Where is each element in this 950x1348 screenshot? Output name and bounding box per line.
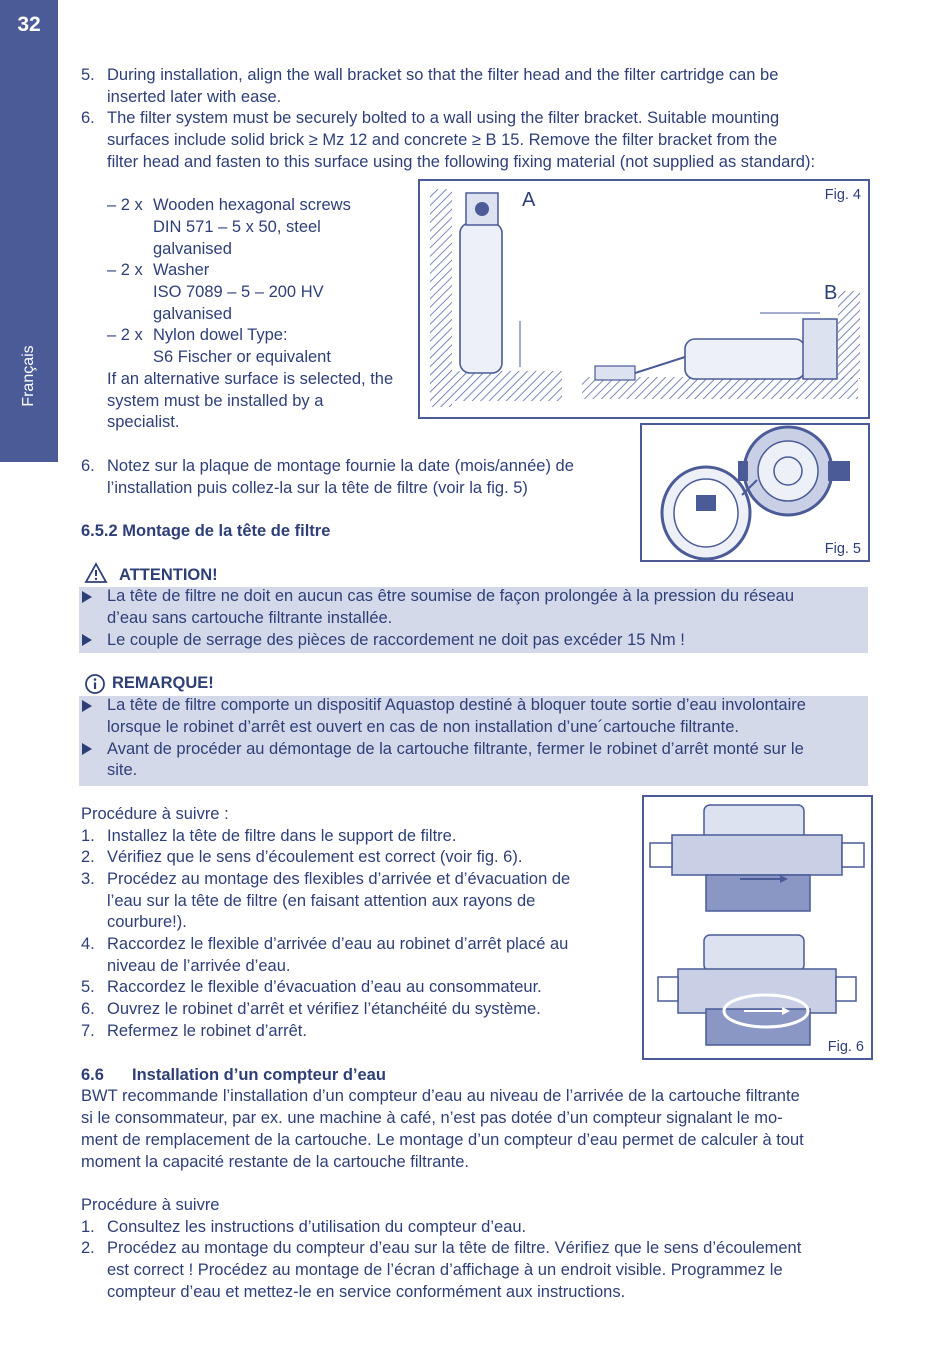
figure-5 [640,423,870,562]
step-text: compteur d’eau et mettez-le en service conformément aux instructions. [107,1283,626,1301]
attention-title: ATTENTION! [119,566,218,584]
step-text: The filter system must be securely bolted to a wall using the filter bracket. Suitable mounting [107,109,780,127]
attention-text: La tête de filtre ne doit en aucun cas être soumise de façon prolongée à la pression du réseau [107,587,795,605]
step-number: 6. [81,1000,95,1018]
fixing-prefix: – 2 x [107,196,143,214]
step-text: Procédez au montage du compteur d’eau sur la tête de filtre. Vérifiez que le sens d’écoulement [107,1239,802,1257]
step-text: Consultez les instructions d’utilisation du compteur d’eau. [107,1218,527,1236]
bullet-arrow-icon [82,700,92,712]
page-number: 32 [17,13,41,36]
step-text: l’eau sur la tête de filtre (en faisant attention aux rayons de [107,892,536,910]
remarque-title: REMARQUE! [112,674,214,692]
procedure-intro: Procédure à suivre [81,1196,220,1214]
fixing-text: ISO 7089 – 5 – 200 HV [153,283,324,301]
section-heading: 6.5.2 Montage de la tête de filtre [81,522,331,540]
alt-surface-text: If an alternative surface is selected, the [107,370,394,388]
fixing-prefix: – 2 x [107,326,143,344]
section-heading: Installation d’un compteur d’eau [132,1066,386,1084]
attention-text: Le couple de serrage des pièces de raccordement ne doit pas excéder 15 Nm ! [107,631,685,649]
fixing-text: Nylon dowel Type: [153,326,288,344]
step-text: Raccordez le flexible d’évacuation d’eau au consommateur. [107,978,542,996]
paragraph-line: si le consommateur, par ex. une machine à café, n’est pas dotée d’un compteur signalant le mo- [81,1109,783,1127]
step-number: 6. [81,457,95,475]
step-text: inserted later with ease. [107,88,282,106]
remarque-text: lorsque le robinet d’arrêt est ouvert en cas de non installation d’une´cartouche filtrante. [107,718,739,736]
step-text: Notez sur la plaque de montage fournie la date (mois/année) de [107,457,574,475]
step-text: Procédez au montage des flexibles d’arrivée et d’évacuation de [107,870,571,888]
language-label: Français [20,345,37,407]
step-number: 3. [81,870,95,888]
step-text: niveau de l’arrivée d’eau. [107,957,291,975]
figure-4-label: Fig. 4 [824,187,861,203]
step-number: 6. [81,109,95,127]
step-number: 2. [81,1239,95,1257]
paragraph-line: moment la capacité restante de la cartouche filtrante. [81,1153,469,1171]
remarque-text: La tête de filtre comporte un dispositif Aquastop destiné à bloquer toute sortie d’eau involontaire [107,696,806,714]
fixing-prefix: – 2 x [107,261,143,279]
figure-6-label: Fig. 6 [827,1039,864,1055]
figure-5-label: Fig. 5 [824,541,861,557]
step-number: 7. [81,1022,95,1040]
step-text: courbure!). [107,913,187,931]
step-text: surfaces include solid brick ≥ Mz 12 and concrete ≥ B 15. Remove the filter bracket from the [107,131,778,149]
warning-icon [84,562,108,584]
bullet-arrow-icon [82,634,92,646]
alt-surface-text: system must be installed by a [107,392,324,410]
info-icon [84,673,106,695]
bullet-arrow-icon [82,743,92,755]
fixing-text: galvanised [153,305,232,323]
procedure-intro: Procédure à suivre : [81,805,229,823]
paragraph-line: ment de remplacement de la cartouche. Le montage d’un compteur d’eau permet de calculer à tout [81,1131,804,1149]
remarque-text: site. [107,761,138,779]
step-text: Raccordez le flexible d’arrivée d’eau au robinet d’arrêt placé au [107,935,569,953]
bullet-arrow-icon [82,591,92,603]
step-text: Ouvrez le robinet d’arrêt et vérifiez l’étanchéité du système. [107,1000,541,1018]
step-text: Refermez le robinet d’arrêt. [107,1022,307,1040]
flow-direction-diagram [644,797,871,1058]
figure-4-letter-a: A [522,189,536,211]
step-number: 1. [81,1218,95,1236]
figure-4-letter-b: B [824,282,838,304]
fixing-text: Wooden hexagonal screws [153,196,351,214]
filter-head-plate-diagram [642,425,868,560]
alt-surface-text: specialist. [107,413,180,431]
step-text: est correct ! Procédez au montage de l’écran d’affichage à un endroit visible. Programmez le [107,1261,783,1279]
attention-text: d’eau sans cartouche filtrante installée. [107,609,393,627]
step-text: l’installation puis collez-la sur la tête de filtre (voir la fig. 5) [107,479,528,497]
figure-4 [418,179,870,419]
step-number: 1. [81,827,95,845]
fixing-text: galvanised [153,240,232,258]
paragraph-line: BWT recommande l’installation d’un compteur d’eau au niveau de l’arrivée de la cartouche filtrante [81,1087,800,1105]
step-number: 5. [81,66,95,84]
step-text: During installation, align the wall bracket so that the filter head and the filter cartridge can be [107,66,779,84]
remarque-text: Avant de procéder au démontage de la cartouche filtrante, fermer le robinet d’arrêt monté sur le [107,740,804,758]
step-text: Installez la tête de filtre dans le support de filtre. [107,827,457,845]
step-number: 4. [81,935,95,953]
fixing-text: Washer [153,261,210,279]
wall-mount-diagram [420,181,868,417]
step-number: 2. [81,848,95,866]
section-number: 6.6 [81,1066,104,1084]
step-number: 5. [81,978,95,996]
step-text: filter head and fasten to this surface using the following fixing material (not supplied as standard): [107,153,816,171]
fixing-text: DIN 571 – 5 x 50, steel [153,218,321,236]
figure-6 [642,795,873,1060]
fixing-text: S6 Fischer or equivalent [153,348,331,366]
step-text: Vérifiez que le sens d’écoulement est correct (voir fig. 6). [107,848,523,866]
